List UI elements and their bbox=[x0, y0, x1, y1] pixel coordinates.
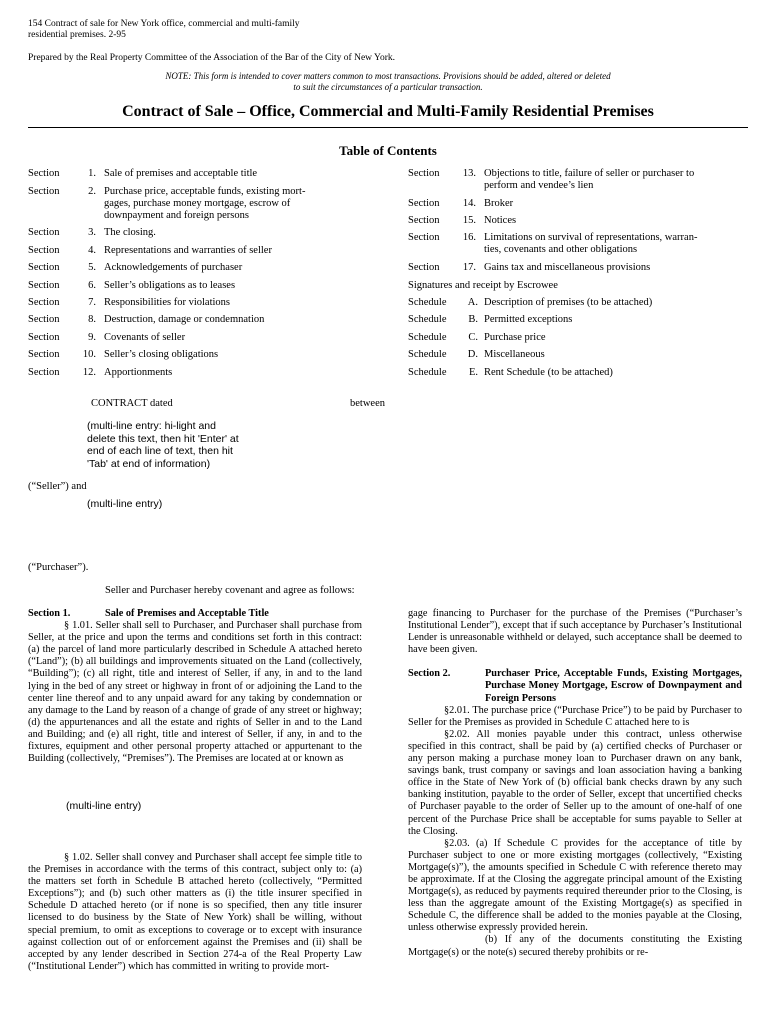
toc-entry-line: Covenants of seller bbox=[104, 332, 186, 343]
premises-entry-field[interactable]: (multi-line entry) bbox=[66, 800, 142, 812]
seller-entry-field[interactable] bbox=[87, 420, 327, 470]
toc-entry-number: A. bbox=[467, 297, 478, 308]
toc-entry-kind: Schedule bbox=[408, 349, 447, 360]
toc-entry-line: Seller’s closing obligations bbox=[104, 349, 219, 360]
seller-label: (“Seller”) and bbox=[28, 481, 87, 492]
toc-entry-line: downpayment and foreign persons bbox=[104, 210, 249, 221]
toc-entry-kind: Section bbox=[28, 297, 60, 308]
toc-entry-line: Sale of premises and acceptable title bbox=[104, 168, 258, 179]
toc-entry-number: 10. bbox=[82, 349, 96, 360]
toc-entry-line: Representations and warranties of seller bbox=[104, 245, 272, 256]
toc-entry-title bbox=[484, 314, 748, 326]
seller-entry-line: (multi-line entry: hi-light and bbox=[87, 420, 216, 432]
toc-entry-number: 7. bbox=[88, 297, 96, 308]
toc-entry-kind: Section bbox=[408, 198, 440, 209]
paragraph-1-01: § 1.01. Seller shall sell to Purchaser, and Purchaser shall purchase from Seller, at the price and upon the terms and conditions set forth in this contract: (a) the parcel of land more particularly described in Schedule A attached hereto (“Land”); (b) all buildings and improvements situated on the Land (collectively, “Building”); (c) all right, title and interest of Seller, if any, in and to the land lying in the bed of any street or highway in front of or adjoining the Land to the center line thereof and to any unpaid award for any taking by condemnation or any damage to the Land by reason of a change of grade of any street or highway; (d) the appurtenances and all the estate and rights of Seller in and to the Land and Building; and (e) all right, title and interest of Seller, if any, in and to the fixtures, equipment and other personal property attached or appurtenant to the Building (collectively, “Premises”). The Premises are located at or known as bbox=[28, 620, 362, 765]
toc-entry-number: 6. bbox=[88, 280, 96, 291]
toc-entry-number: 14. bbox=[462, 198, 476, 209]
toc-entry-title bbox=[104, 186, 368, 222]
toc-entry-title bbox=[104, 332, 368, 344]
toc-entry-kind: Section bbox=[28, 262, 60, 273]
toc-entry-line: The closing. bbox=[104, 227, 156, 238]
toc-entry-kind: Schedule bbox=[408, 332, 447, 343]
toc-entry-line: Objections to title, failure of seller or purchaser to bbox=[484, 168, 695, 179]
toc-entry-kind: Section bbox=[28, 280, 60, 291]
toc-entry-kind: Section bbox=[408, 232, 440, 243]
body-left-column bbox=[28, 608, 362, 765]
toc-entry-title bbox=[104, 280, 368, 292]
paragraph-1-02-continued: gage financing to Purchaser for the purchase of the Premises (“Purchaser’s Institutional Lender”), except that if such acceptance by Purchaser’s Institutional Lender is unreasonable withheld or delayed, such acceptance shall be deemed to have been given. bbox=[408, 608, 742, 656]
toc-entry-line: Purchase price bbox=[484, 332, 546, 343]
toc-entry-line: perform and vendee’s lien bbox=[484, 180, 594, 191]
toc-entry-title bbox=[484, 168, 748, 192]
toc-entry-line: Description of premises (to be attached) bbox=[484, 297, 653, 308]
body-left-column-2 bbox=[28, 852, 362, 973]
toc-entry-kind: Schedule bbox=[408, 367, 447, 378]
toc-entry-line: Responsibilities for violations bbox=[104, 297, 230, 308]
toc-entry-title bbox=[484, 297, 748, 309]
toc-entry-number: C. bbox=[468, 332, 478, 343]
toc-entry-line: Purchase price, acceptable funds, existing mort- bbox=[104, 186, 306, 197]
section-2-heading bbox=[408, 668, 742, 704]
toc-entry-kind: Section bbox=[408, 215, 440, 226]
between-label: between bbox=[350, 398, 385, 409]
body-right-column bbox=[408, 608, 742, 959]
toc-entry-line: Miscellaneous bbox=[484, 349, 545, 360]
toc-entry-kind: Section bbox=[28, 349, 60, 360]
toc-entry-kind: Schedule bbox=[408, 297, 447, 308]
toc-entry-number: 2. bbox=[88, 186, 96, 197]
toc-entry-title bbox=[484, 232, 748, 256]
prepared-by: Prepared by the Real Property Committee of the Association of the Bar of the City of New York. bbox=[28, 53, 396, 63]
toc-entry-line: Apportionments bbox=[104, 367, 173, 378]
toc-entry-number: 5. bbox=[88, 262, 96, 273]
form-number-line bbox=[28, 19, 300, 41]
toc-entry-kind: Section bbox=[28, 245, 60, 256]
toc-entry-title bbox=[484, 332, 748, 344]
section-2-number: Section 2. bbox=[408, 668, 451, 680]
toc-entry-kind: Section bbox=[28, 332, 60, 343]
toc-entry-number: 12. bbox=[82, 367, 96, 378]
form-line-2: residential premises. 2-95 bbox=[28, 30, 126, 40]
toc-heading: Table of Contents bbox=[339, 143, 437, 158]
toc-entry-line: Destruction, damage or condemnation bbox=[104, 314, 265, 325]
title-rule bbox=[28, 127, 748, 128]
section-2-title: Purchaser Price, Acceptable Funds, Existing Mortgages, Purchase Money Mortgage, Escrow of Downpayment and Foreign Persons bbox=[485, 668, 742, 704]
toc-entry-number: 17. bbox=[462, 262, 476, 273]
note-line-1: NOTE: This form is intended to cover matters common to most transactions. Provisions should be added, altered or deleted bbox=[165, 71, 611, 81]
toc-entry-title: Signatures and receipt by Escrowee bbox=[408, 280, 558, 291]
toc-entry-line: Seller’s obligations as to leases bbox=[104, 280, 236, 291]
toc-entry-line: Gains tax and miscellaneous provisions bbox=[484, 262, 651, 273]
section-1-title: Sale of Premises and Acceptable Title bbox=[105, 608, 269, 619]
toc-entry-title bbox=[484, 367, 748, 379]
toc-entry-kind: Section bbox=[408, 262, 440, 273]
toc-entry-title bbox=[484, 198, 748, 210]
toc-entry-number: 13. bbox=[462, 168, 476, 179]
form-line-1: 154 Contract of sale for New York office, commercial and multi-family bbox=[28, 19, 300, 29]
toc-entry-kind: Section bbox=[28, 367, 60, 378]
toc-entry-line: ties, covenants and other obligations bbox=[484, 244, 638, 255]
toc-entry-number: 9. bbox=[88, 332, 96, 343]
toc-entry-title bbox=[104, 262, 368, 274]
paragraph-1-02: § 1.02. Seller shall convey and Purchaser shall accept fee simple title to the Premises in accordance with the terms of this contract, subject only to: (a) the matters set forth in Schedule B attached hereto (collectively, “Permitted Exceptions”); and (b) such other matters as (i) the title insurer specified in Schedule D attached hereto (or if none is so specified, then any title insurer licensed to do business by the State of New York) shall be willing, without special premium, to omit as exceptions to coverage or to except with insurance against collection out of or enforcement against the Premises and (ii) shall be accepted by any lender described in Section 274-a of the Real Property Law (“Institutional Lender”) which has committed in writing to provide mort- bbox=[28, 852, 362, 972]
toc-right-column bbox=[408, 168, 748, 388]
paragraph-2-03-b: (b) If any of the documents constituting the Existing Mortgage(s) or the note(s) secured thereby prohibits or re- bbox=[408, 934, 742, 958]
toc-entry-number: 1. bbox=[88, 168, 96, 179]
toc-entry-title bbox=[484, 349, 748, 361]
toc-entry-title bbox=[104, 297, 368, 309]
covenant-line: Seller and Purchaser hereby covenant and agree as follows: bbox=[105, 585, 355, 596]
toc-entry-number: 16. bbox=[462, 232, 476, 243]
toc-entry-title bbox=[484, 262, 748, 274]
toc-entry-line: Permitted exceptions bbox=[484, 314, 573, 325]
seller-entry-line: end of each line of text, then hit bbox=[87, 445, 233, 457]
toc-entry-line: gages, purchase money mortgage, escrow of bbox=[104, 198, 291, 209]
seller-entry-line: 'Tab' at end of information) bbox=[87, 457, 211, 470]
toc-entry-line: Broker bbox=[484, 198, 514, 209]
toc-entry-title bbox=[104, 314, 368, 326]
toc-entry-kind: Section bbox=[28, 314, 60, 325]
toc-entry-number: 3. bbox=[88, 227, 96, 238]
toc-entry-line: Acknowledgements of purchaser bbox=[104, 262, 243, 273]
toc-entry-title bbox=[104, 367, 368, 379]
toc-entry-title bbox=[104, 349, 368, 361]
toc-entry-number: 15. bbox=[462, 215, 476, 226]
document-title: Contract of Sale – Office, Commercial and Multi-Family Residential Premises bbox=[122, 103, 654, 120]
toc-entry-kind: Section bbox=[28, 186, 60, 197]
toc-entry-number: 4. bbox=[88, 245, 96, 256]
purchaser-entry-field[interactable]: (multi-line entry) bbox=[87, 498, 163, 510]
section-1-heading bbox=[28, 608, 362, 620]
toc-entry-kind: Section bbox=[28, 227, 60, 238]
section-1-number: Section 1. bbox=[28, 608, 71, 619]
toc-entry-number: B. bbox=[468, 314, 478, 325]
toc-entry-title bbox=[104, 245, 368, 257]
note-line-2: to suit the circumstances of a particular transaction. bbox=[293, 81, 483, 92]
toc-entry-title bbox=[104, 227, 368, 239]
toc-entry-number: 8. bbox=[88, 314, 96, 325]
toc-entry-number: D. bbox=[467, 349, 478, 360]
purchaser-label: (“Purchaser”). bbox=[28, 562, 89, 573]
toc-left-column bbox=[28, 168, 368, 388]
paragraph-2-03: §2.03. (a) If Schedule C provides for the acceptance of title by Purchaser subject to one or more existing mortgages (collectively, “Existing Mortgage(s)”), the amounts specified in Schedule C with reference thereto may be approximate. If at the Closing the aggregate principal amount of the Existing Mortgage(s), as reduced by payments required thereunder prior to the Closing, is less than the aggregate amount of the Existing Mortgage(s) as specified in Schedule C, the difference shall be added to the monies payable at the Closing, unless otherwise expressly provided herein. bbox=[408, 837, 742, 934]
toc-entry-kind: Section bbox=[28, 168, 60, 179]
seller-entry-line: delete this text, then hit 'Enter' at bbox=[87, 432, 239, 445]
toc-entry-line: Notices bbox=[484, 215, 517, 226]
toc-entry-title bbox=[484, 215, 748, 227]
toc-entry-kind: Section bbox=[408, 168, 440, 179]
toc-entry-number: E. bbox=[468, 367, 478, 378]
contract-dated-label: CONTRACT dated bbox=[91, 398, 173, 409]
form-note bbox=[28, 71, 748, 92]
toc-entry-line: Rent Schedule (to be attached) bbox=[484, 367, 613, 378]
paragraph-2-02: §2.02. All monies payable under this contract, unless otherwise specified in this contract, shall be paid by (a) certified checks of Purchaser or any person making a purchase money loan to Purchaser drawn on any bank, savings bank, trust company or savings and loan association having a banking office in the State of New York of (b) official bank checks drawn by any such banking institution, payable to the order of Seller, except that uncertified checks of Purchaser payable to the order of Seller up to the amount of one-half of one percent of the Purchase Price shall be acceptable for sums payable to Seller at the Closing. bbox=[408, 728, 742, 837]
toc-entry-kind: Schedule bbox=[408, 314, 447, 325]
toc-entry-title bbox=[104, 168, 368, 180]
paragraph-2-01: §2.01. The purchase price (“Purchase Price”) to be paid by Purchaser to Seller for the Premises as provided in Schedule C attached here to is bbox=[408, 704, 742, 728]
toc-entry-line: Limitations on survival of representations, warran- bbox=[484, 232, 698, 243]
toc-entry bbox=[408, 280, 748, 292]
